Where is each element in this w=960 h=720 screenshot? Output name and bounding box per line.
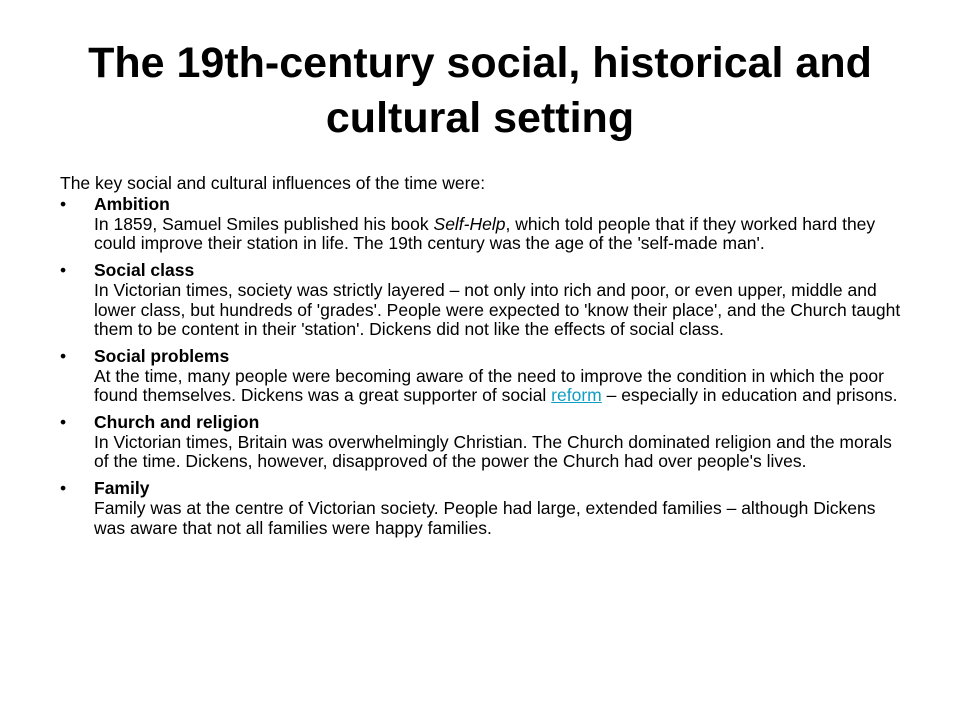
influences-list xyxy=(60,195,910,545)
list-item-social-class xyxy=(60,261,910,340)
intro-text: The key social and cultural influences of the time were: xyxy=(60,173,486,193)
item-text-before: In 1859, Samuel Smiles published his book xyxy=(94,213,434,234)
item-text-after: , which told people that if they worked hard they could improve their station in life. The 19th century was the age of the 'self-made man'. xyxy=(94,213,876,254)
item-heading: Social class xyxy=(94,260,195,281)
item-heading: Church and religion xyxy=(94,412,260,433)
item-body: In Victorian times, Britain was overwhelmingly Christian. The Church dominated religion and the morals of the time. Dickens, however, disapproved of the power the Church had over people's lives. xyxy=(94,431,892,472)
list-item-social-problems xyxy=(60,347,910,406)
item-body xyxy=(94,215,910,254)
item-body xyxy=(94,367,910,406)
bullet-icon: • xyxy=(60,345,67,366)
item-heading: Ambition xyxy=(94,194,170,214)
list-item-ambition xyxy=(60,195,910,254)
bullet-icon: • xyxy=(60,194,67,214)
item-body: Family was at the centre of Victorian society. People had large, extended families – although Dickens was aware that not all families were happy families. xyxy=(94,497,876,538)
reform-link[interactable]: reform xyxy=(551,385,602,406)
bullet-icon: • xyxy=(60,478,67,499)
list-item-family xyxy=(60,479,910,538)
slide-title: The 19th-century social, historical and cultural setting xyxy=(88,39,872,142)
list-item-church-religion xyxy=(60,413,910,472)
item-body: In Victorian times, society was strictly layered – not only into rich and poor, or even upper, middle and lower class, but hundreds of 'grades'. People were expected to 'know their place', and the Church taught them to be content in their 'station'. Dickens did not like the effects of social class. xyxy=(94,279,901,340)
item-heading: Social problems xyxy=(94,345,230,366)
item-text-after: – especially in education and prisons. xyxy=(601,385,898,406)
bullet-icon: • xyxy=(60,412,67,433)
bullet-icon: • xyxy=(60,260,67,281)
item-text-before: At the time, many people were becoming aware of the need to improve the condition in which the poor found themselves. Dickens was a great supporter of social xyxy=(94,365,884,406)
item-heading: Family xyxy=(94,478,150,499)
book-title: Self-Help xyxy=(433,213,506,234)
